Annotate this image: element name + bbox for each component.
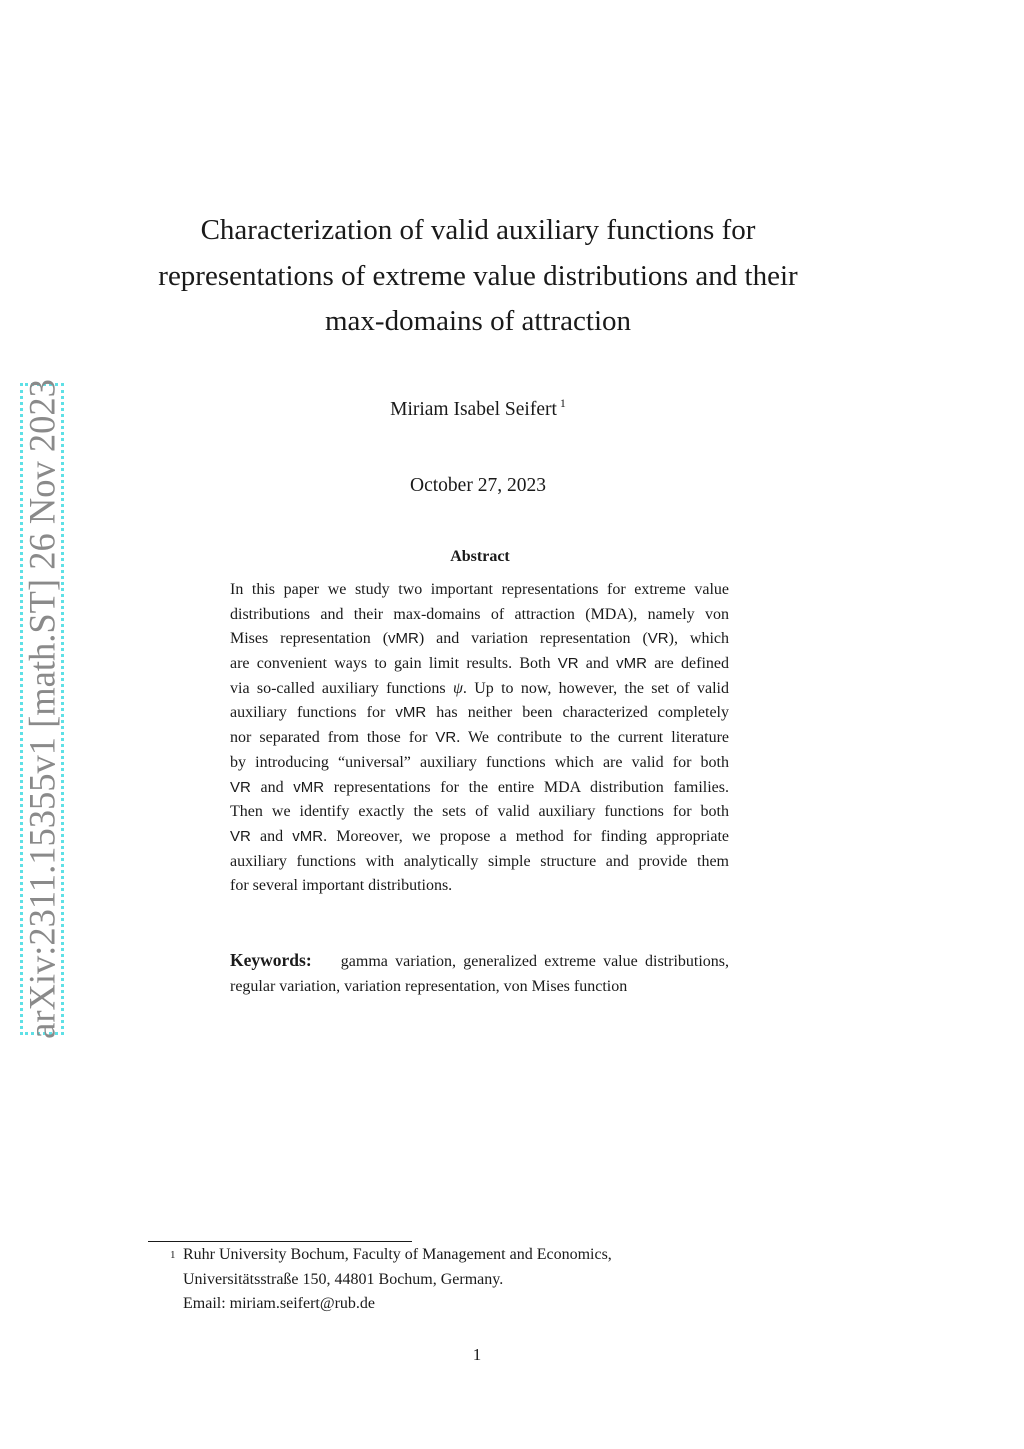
abstract-line: auxiliary functions for vMR has neither been characterized completely — [230, 704, 729, 722]
keywords-line: regular variation, variation representation, von Mises function — [230, 978, 628, 995]
footnote-line: Email: miriam.seifert@rub.de — [183, 1295, 376, 1312]
footnote — [148, 1243, 768, 1317]
footnote-divider — [148, 1241, 412, 1242]
keywords — [230, 948, 729, 999]
keywords-text: gamma variation, generalized extreme value distributions, — [340, 953, 730, 970]
arxiv-stamp — [20, 379, 64, 1039]
abstract-line: are convenient ways to gain limit results. Both VR and vMR are defined — [230, 655, 730, 673]
author-footnote-mark: 1 — [559, 396, 566, 410]
paper-title — [140, 208, 816, 345]
abbreviation: vMR — [292, 827, 324, 845]
abstract-line: nor separated from those for VR. We contribute to the current literature — [230, 729, 729, 747]
abbreviation: VR — [230, 827, 251, 845]
paper-date: October 27, 2023 — [410, 475, 546, 496]
abstract-heading: Abstract — [450, 548, 510, 565]
abstract-line: Mises representation (vMR) and variation representation (VR), which — [230, 630, 729, 648]
footnote-line: Ruhr University Bochum, Faculty of Management and Economics, — [183, 1246, 612, 1263]
abstract-line: In this paper we study two important representations for extreme value — [230, 581, 729, 598]
title-line: representations of extreme value distributions and their — [158, 259, 798, 292]
abbreviation: vMR — [293, 778, 325, 796]
author-name: Miriam Isabel Seifert — [390, 399, 557, 420]
abstract-line: distributions and their max-domains of attraction (MDA), namely von — [230, 605, 729, 623]
arxiv-id: arXiv:2311.15355v1 [math.ST] 26 Nov 2023 — [21, 379, 63, 1039]
footnote-line: Universitätsstraße 150, 44801 Bochum, Germany. — [183, 1270, 504, 1288]
abbreviation: VR — [557, 655, 579, 673]
title-line: max-domains of attraction — [324, 305, 631, 337]
abstract-line: via so-called auxiliary functions ψ. Up to now, however, the set of valid — [230, 679, 729, 697]
abbreviation: vMR — [616, 655, 647, 673]
abstract-line: for several important distributions. — [230, 877, 453, 895]
abstract-body — [230, 578, 729, 899]
abbreviation: VR — [230, 778, 251, 796]
abstract-line: VR and vMR. Moreover, we propose a method for finding appropriate — [230, 827, 729, 845]
author — [300, 396, 656, 421]
abbreviation: VR — [435, 729, 457, 747]
abbreviation: VR — [647, 630, 669, 648]
abbreviation: vMR — [395, 704, 427, 722]
math-symbol: ψ — [452, 679, 463, 697]
keywords-label: Keywords: — [230, 950, 312, 970]
keywords-line — [230, 948, 729, 974]
abstract-line: by introducing “universal” auxiliary functions which are valid for both — [230, 753, 729, 771]
abstract-line: VR and vMR representations for the entire MDA distribution families. — [230, 778, 730, 796]
abstract-line: auxiliary functions with analytically simple structure and provide them — [230, 852, 729, 870]
abstract-line: Then we identify exactly the sets of valid auxiliary functions for both — [230, 803, 729, 821]
footnote-mark: 1 — [170, 1249, 176, 1261]
page-number: 1 — [472, 1345, 482, 1364]
title-line: Characterization of valid auxiliary functions for — [200, 214, 756, 246]
abbreviation: vMR — [388, 630, 419, 648]
